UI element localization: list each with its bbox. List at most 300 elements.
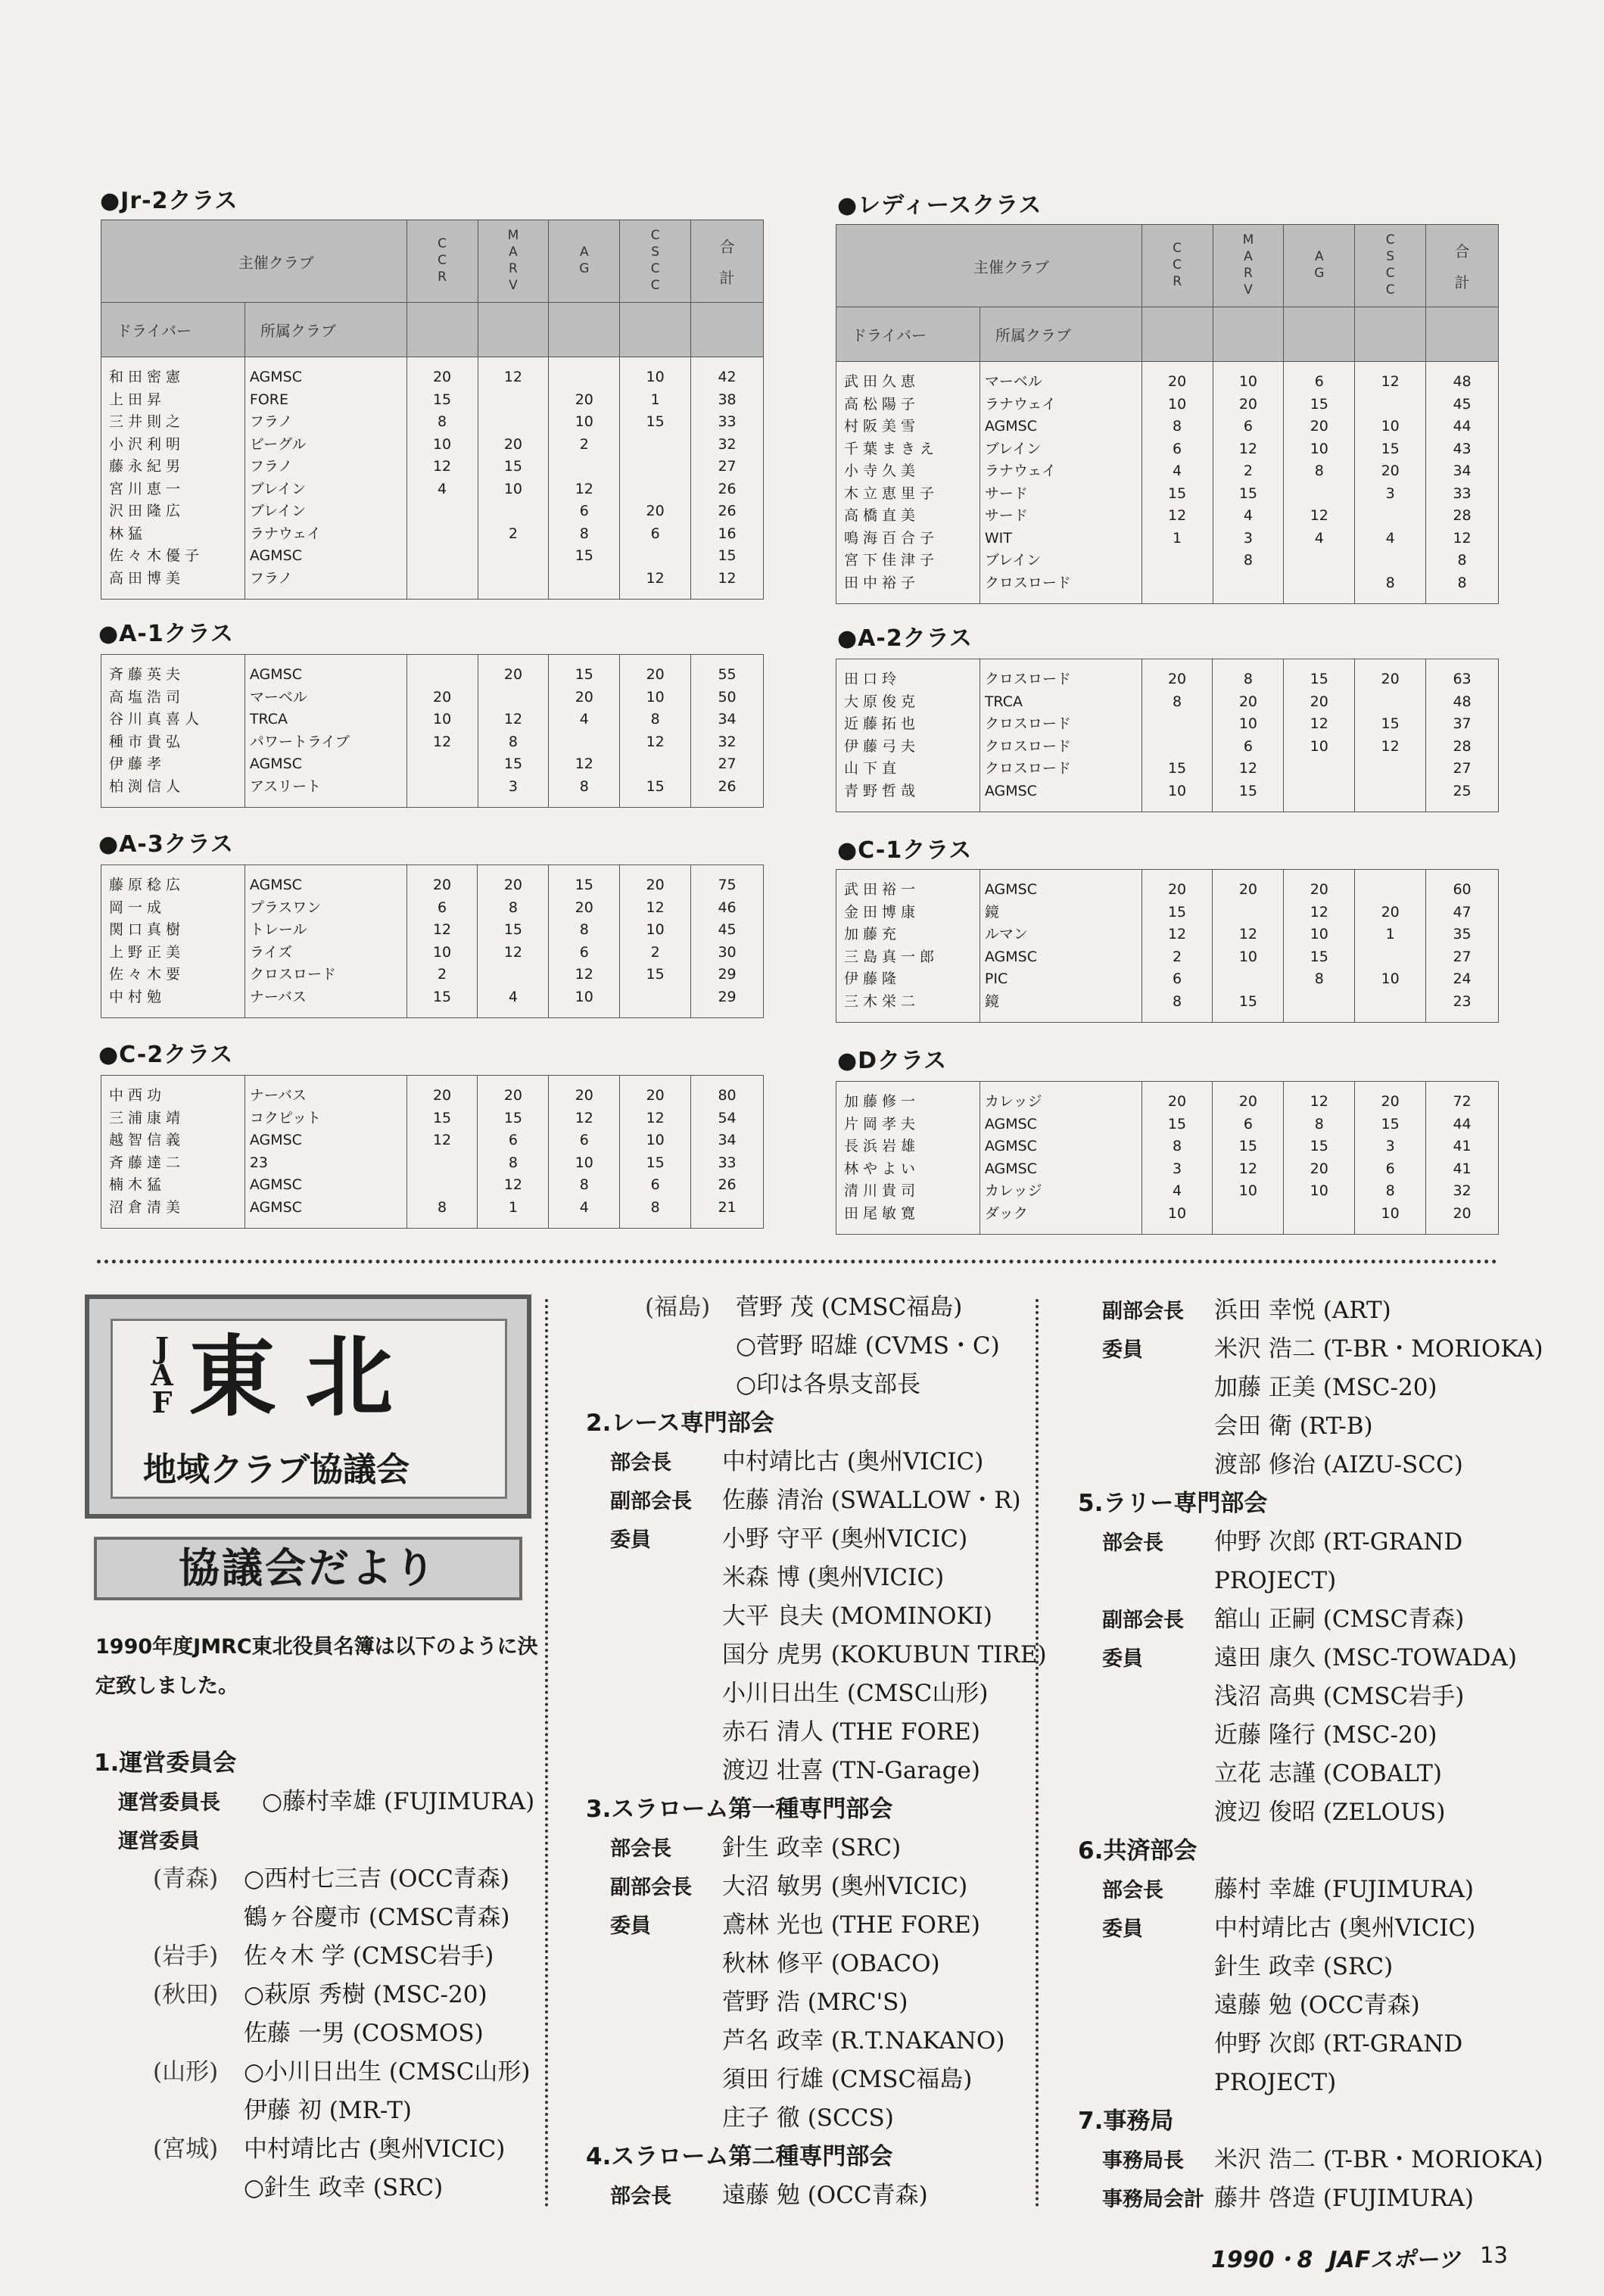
- table-cell: 15: [432, 391, 452, 408]
- table-cell: 32: [718, 733, 737, 750]
- table-cell: カレッジ: [984, 1093, 1042, 1110]
- table-cell: 8: [1243, 671, 1253, 687]
- officer-line: [586, 1327, 1032, 1366]
- table-cell: 越智信義: [109, 1132, 185, 1148]
- officer-name: 佐藤 一男 (COSMOS): [244, 2020, 484, 2047]
- driver-column: [101, 357, 245, 600]
- table-cell: 8: [508, 899, 518, 916]
- table-cell: 15: [432, 988, 452, 1005]
- table-cell: 24: [1453, 970, 1472, 987]
- officer-line: [1078, 1948, 1532, 1986]
- club-column: [980, 1082, 1141, 1235]
- table-cell: 8: [438, 413, 447, 430]
- table-cell: 10: [646, 369, 665, 385]
- ccr-column: [406, 1076, 478, 1229]
- section-heading: [1078, 2102, 1532, 2141]
- table-cell: [412, 664, 473, 687]
- header-total-top: 合: [719, 238, 735, 256]
- header-ag: AG: [1284, 225, 1355, 307]
- table-cell: マーベル: [984, 373, 1042, 390]
- table-cell: 木立恵里子: [844, 484, 939, 502]
- officer-name: 遠田 康久 (MSC-TOWADA): [1214, 1644, 1518, 1671]
- table-cell: 12: [433, 733, 452, 750]
- table-cell: 20: [1381, 463, 1400, 479]
- table-cell: 20: [1167, 1093, 1187, 1110]
- table-cell: [1360, 394, 1421, 416]
- table-cell: AGMSC: [249, 369, 302, 385]
- table-cell: 20: [1310, 693, 1328, 710]
- table-cell: 60: [1453, 881, 1472, 898]
- officer-line: [586, 1906, 1032, 1945]
- table-cell: [482, 964, 543, 986]
- table-cell: 4: [438, 480, 447, 497]
- total-column: [1426, 870, 1499, 1023]
- table-cell: [624, 478, 686, 501]
- table-cell: 8: [1172, 992, 1182, 1010]
- officer-name: 佐々木 学 (CMSC岩手): [244, 1942, 494, 1970]
- table-cell: 10: [1167, 1204, 1187, 1222]
- table-cell: 高橋直美: [844, 507, 920, 524]
- table-cell: 20: [646, 666, 665, 683]
- officer-name: ○針生 政幸 (SRC): [244, 2174, 444, 2201]
- table-cell: [553, 456, 615, 478]
- table-cell: 関口真樹: [109, 921, 185, 938]
- table-cell: 15: [718, 547, 737, 564]
- total-column: [691, 357, 764, 600]
- table-cell: 34: [718, 711, 737, 727]
- role-label: 部会長: [1102, 1879, 1163, 1902]
- table-cell: 12: [503, 943, 522, 961]
- officer-name: 赤石 清人 (THE FORE): [722, 1718, 980, 1746]
- officer-name: 菅野 茂 (CMSC福島): [736, 1294, 963, 1321]
- officer-name: 渡辺 俊昭 (ZELOUS): [1214, 1799, 1446, 1826]
- table-cell: [483, 545, 544, 568]
- table-cell: [1360, 691, 1421, 714]
- table-cell: 8: [1172, 1138, 1182, 1154]
- table-cell: 28: [1453, 737, 1472, 755]
- officer-line: [586, 2099, 1032, 2138]
- role-label: 副部会長: [1102, 1609, 1184, 1632]
- table-cell: 佐々木優子: [109, 547, 204, 564]
- table-cell: 25: [1453, 782, 1472, 799]
- table-cell: 20: [1238, 1093, 1257, 1110]
- officer-line: [1078, 1871, 1532, 1909]
- ccr-column: [406, 357, 478, 600]
- table-cell: 8: [1314, 1115, 1324, 1132]
- table-cell: 伊藤弓夫: [844, 737, 920, 755]
- header-total: [1426, 225, 1499, 307]
- table-cell: 2: [438, 966, 447, 983]
- table-cell: 20: [646, 1087, 665, 1104]
- table-cell: [1288, 780, 1350, 803]
- table-cell: [483, 568, 544, 590]
- table-cell: 12: [1238, 1160, 1257, 1177]
- table-cell: 10: [1310, 737, 1328, 755]
- prefecture-label: (秋田): [153, 1981, 219, 2008]
- table-cell: 12: [432, 921, 452, 938]
- officer-name: ○西村七三吉 (OCC青森): [244, 1865, 509, 1893]
- table-cell: 和田密憲: [109, 369, 185, 385]
- header-blank: [1213, 307, 1284, 362]
- table-cell: 中村勉: [109, 988, 167, 1005]
- table-cell: 3: [508, 777, 519, 795]
- ag-column: [1284, 1082, 1355, 1235]
- results-table-jr2: [101, 220, 764, 600]
- table-cell: 2: [1172, 948, 1182, 965]
- marv-column: [1213, 362, 1284, 604]
- table-cell: 12: [1238, 760, 1257, 777]
- table-cell: 12: [575, 966, 593, 983]
- table-cell: 12: [575, 480, 593, 497]
- officer-line: [94, 1783, 540, 1821]
- table-cell: 20: [503, 877, 522, 893]
- table-cell: 4: [579, 711, 589, 727]
- table-cell: 高田博美: [109, 569, 185, 587]
- prefecture-label: (青森): [153, 1865, 219, 1893]
- table-cell: 10: [1167, 782, 1187, 799]
- table-cell: クロスロード: [984, 737, 1071, 755]
- table-cell: 斉藤英夫: [109, 666, 185, 683]
- table-cell: 15: [575, 877, 593, 893]
- table-cell: ルマン: [984, 926, 1028, 942]
- table-cell: 6: [650, 1176, 660, 1193]
- officer-line: [586, 1674, 1032, 1713]
- table-cell: 三木栄二: [844, 992, 920, 1010]
- table-cell: [1360, 946, 1421, 969]
- club-column: [980, 870, 1141, 1023]
- officer-name: 伊藤 初 (MR-T): [244, 2097, 413, 2124]
- header-blank: [1355, 307, 1426, 362]
- table-cell: [412, 523, 473, 546]
- table-cell: 6: [1173, 440, 1182, 457]
- table-cell: 4: [579, 1198, 589, 1216]
- table-cell: 10: [1238, 373, 1258, 390]
- table-cell: ブレイン: [984, 440, 1042, 457]
- table-cell: 3: [1385, 1138, 1395, 1154]
- table-cell: [412, 1152, 473, 1175]
- section-heading-text: 2.レース専門部会: [586, 1410, 774, 1437]
- table-cell: [624, 456, 686, 478]
- table-title-a2: ●A-2クラス: [837, 625, 973, 652]
- header-total: [691, 220, 764, 303]
- table-cell: 20: [503, 1087, 522, 1104]
- table-cell: 10: [1310, 926, 1328, 942]
- table-cell: 8: [579, 777, 589, 795]
- table-cell: 20: [646, 503, 665, 519]
- results-table-a3: [101, 865, 764, 1018]
- header-blank: [478, 303, 549, 357]
- table-cell: AGMSC: [249, 755, 302, 772]
- table-cell: [1360, 505, 1421, 528]
- officer-name: 小野 守平 (奥州VICIC): [722, 1525, 968, 1553]
- officer-name: ○菅野 昭雄 (CVMS・C): [736, 1332, 1000, 1360]
- table-cell: 15: [1310, 1138, 1328, 1154]
- table-cell: 伊藤隆: [844, 970, 902, 987]
- table-cell: 6: [1385, 1160, 1395, 1177]
- table-cell: 10: [1381, 418, 1400, 435]
- table-cell: [1217, 902, 1279, 924]
- table-cell: 20: [432, 1087, 452, 1104]
- officer-name: 秋林 修平 (OBACO): [722, 1950, 940, 1977]
- table-cell: 林やよい: [844, 1160, 920, 1177]
- table-cell: 4: [1173, 463, 1182, 479]
- table-cell: TRCA: [249, 711, 288, 727]
- table-cell: [1147, 713, 1208, 736]
- table-cell: 20: [1310, 418, 1328, 435]
- table-cell: パワートライブ: [249, 733, 350, 750]
- officer-line: [1078, 1523, 1532, 1562]
- ag-column: [1284, 659, 1355, 812]
- driver-column: [836, 1082, 980, 1235]
- table-cell: AGMSC: [249, 1176, 302, 1193]
- table-cell: 6: [438, 899, 447, 916]
- table-cell: 46: [718, 899, 737, 916]
- section-heading: [586, 1790, 1032, 1829]
- table-cell: 15: [1238, 484, 1258, 502]
- table-cell: AGMSC: [984, 881, 1037, 898]
- table-cell: 28: [1453, 507, 1472, 524]
- logo-title: 東北: [188, 1326, 422, 1428]
- table-cell: 6: [579, 1132, 589, 1148]
- table-cell: 45: [1453, 395, 1472, 413]
- table-cell: 23: [249, 1154, 269, 1171]
- officer-line: [94, 2169, 540, 2207]
- table-cell: [1288, 483, 1350, 506]
- table-cell: AGMSC: [249, 1132, 302, 1148]
- table-cell: 8: [650, 1198, 660, 1216]
- officer-name: 針生 政幸 (SRC): [1214, 1953, 1394, 1980]
- table-title-a3: ●A-3クラス: [98, 831, 234, 858]
- table-cell: 80: [718, 1087, 737, 1104]
- total-column: [1426, 362, 1499, 604]
- marv-column: [478, 357, 549, 600]
- table-cell: ダック: [984, 1204, 1028, 1222]
- officer-name: 中村靖比古 (奥州VICIC): [722, 1448, 984, 1475]
- table-cell: 鏡: [984, 903, 999, 921]
- table-cell: 20: [575, 391, 593, 408]
- table-cell: WIT: [984, 529, 1012, 547]
- table-cell: AGMSC: [249, 547, 302, 564]
- officer-name: 仲野 次郎 (RT-GRAND: [1214, 2030, 1463, 2058]
- table-cell: 27: [718, 755, 737, 772]
- officer-line: [1078, 1291, 1532, 1330]
- ccr-column: [1141, 659, 1213, 812]
- officer-name: 大平 良夫 (MOMINOKI): [722, 1603, 992, 1630]
- table-cell: 12: [1381, 737, 1400, 755]
- header-total-bottom: 計: [719, 269, 735, 287]
- officer-name: PROJECT): [1214, 2069, 1337, 2096]
- table-cell: [1288, 1203, 1350, 1226]
- table-cell: 4: [1314, 529, 1324, 547]
- table-cell: コクピット: [249, 1109, 322, 1126]
- table-cell: 15: [1167, 484, 1187, 502]
- ag-column: [549, 1076, 620, 1229]
- table-cell: 20: [1381, 1093, 1400, 1110]
- table-cell: 8: [1243, 552, 1253, 569]
- officer-line: [586, 1868, 1032, 1906]
- officer-name: 庄子 徹 (SCCS): [722, 2104, 894, 2132]
- table-cell: 12: [1310, 715, 1328, 732]
- table-cell: 20: [433, 688, 452, 706]
- table-cell: 2: [579, 435, 589, 453]
- section-heading: [1078, 1484, 1532, 1523]
- marv-column: [478, 865, 549, 1018]
- table-cell: [483, 389, 544, 412]
- table-cell: 2: [508, 525, 518, 542]
- ccr-column: [406, 655, 478, 808]
- header-club: 主催クラブ: [101, 220, 407, 303]
- table-cell: 21: [718, 1198, 737, 1216]
- table-cell: 12: [646, 899, 665, 916]
- table-cell: 15: [432, 1109, 452, 1126]
- table-title-d: ●Dクラス: [837, 1048, 948, 1074]
- table-cell: 20: [432, 369, 452, 385]
- table-cell: 32: [718, 435, 737, 453]
- table-cell: 29: [718, 988, 737, 1005]
- officer-name: ○印は各県支部長: [736, 1371, 921, 1398]
- role-label: 委員: [1102, 1917, 1143, 1941]
- role-label: 部会長: [610, 1451, 671, 1475]
- officer-line: [586, 1366, 1032, 1404]
- table-cell: [624, 434, 686, 456]
- table-cell: 田尾敏寛: [844, 1204, 920, 1222]
- table-cell: 6: [1243, 737, 1253, 755]
- table-cell: 20: [432, 877, 452, 893]
- section-heading-text: 3.スラローム第一種専門部会: [586, 1796, 893, 1823]
- table-cell: 15: [646, 1154, 665, 1171]
- table-cell: フラノ: [249, 569, 293, 587]
- table-cell: 12: [503, 711, 523, 727]
- table-cell: 12: [1453, 529, 1472, 547]
- table-cell: 41: [1453, 1160, 1472, 1177]
- officer-line: [586, 1443, 1032, 1481]
- table-cell: 33: [718, 1154, 737, 1171]
- results-table-d: [836, 1081, 1499, 1235]
- table-cell: AGMSC: [984, 1160, 1037, 1177]
- header-total-bottom: 計: [1454, 273, 1470, 291]
- table-cell: 15: [646, 966, 665, 983]
- table-cell: 72: [1453, 1093, 1472, 1110]
- table-cell: [553, 366, 615, 389]
- table-cell: 20: [1381, 671, 1400, 687]
- table-cell: 38: [718, 391, 737, 408]
- officer-line: [1078, 1755, 1532, 1793]
- officer-name: 米森 博 (奥州VICIC): [722, 1564, 945, 1591]
- officer-line: [1078, 1986, 1532, 2025]
- officer-name: 鳶林 光也 (THE FORE): [722, 1911, 980, 1939]
- table-cell: 20: [575, 688, 593, 706]
- officer-name: 中村靖比古 (奥州VICIC): [1214, 1914, 1476, 1942]
- table-cell: 50: [718, 688, 737, 706]
- table-cell: 楠木猛: [109, 1176, 167, 1193]
- officer-line: [1078, 1639, 1532, 1678]
- table-cell: 30: [718, 943, 737, 961]
- table-cell: AGMSC: [984, 782, 1037, 799]
- table-cell: カレッジ: [984, 1182, 1042, 1199]
- table-cell: 6: [1243, 418, 1253, 435]
- table-cell: 15: [503, 458, 523, 475]
- table-cell: 33: [1453, 484, 1472, 502]
- table-cell: 26: [718, 777, 737, 795]
- table-cell: 8: [579, 525, 589, 542]
- officer-name: ○小川日出生 (CMSC山形): [244, 2058, 531, 2086]
- prefecture-label: (岩手): [153, 1942, 219, 1970]
- table-cell: TRCA: [984, 693, 1023, 710]
- table-cell: 藤永紀男: [109, 458, 185, 475]
- section-heading-text: 4.スラローム第二種専門部会: [586, 2143, 893, 2170]
- prefecture-label: (山形): [153, 2058, 219, 2086]
- table-cell: 加藤修一: [844, 1093, 920, 1110]
- table-cell: サード: [984, 484, 1028, 502]
- table-cell: 8: [437, 1198, 447, 1216]
- table-cell: AGMSC: [984, 1138, 1037, 1154]
- header-blank: [691, 303, 764, 357]
- cscc-column: [1355, 362, 1426, 604]
- table-cell: 10: [1381, 1204, 1400, 1222]
- officer-list-column-2: [586, 1288, 1047, 2215]
- role-label: 事務局会計: [1102, 2188, 1204, 2211]
- officer-name: ○藤村幸雄 (FUJIMURA): [262, 1788, 535, 1815]
- ag-column: [1284, 870, 1355, 1023]
- table-cell: 林猛: [109, 525, 148, 542]
- table-cell: 12: [575, 1109, 593, 1126]
- results-table-c2: [101, 1075, 764, 1229]
- table-cell: [1288, 758, 1350, 780]
- cscc-column: [620, 1076, 691, 1229]
- header-blank: [549, 303, 620, 357]
- officer-name: 渡部 修治 (AIZU-SCC): [1214, 1451, 1463, 1478]
- table-cell: プラスワン: [249, 899, 322, 916]
- table-cell: ナーバス: [249, 988, 307, 1005]
- officer-name: 中村靖比古 (奥州VICIC): [244, 2136, 506, 2163]
- table-cell: ナーバス: [249, 1087, 307, 1104]
- table-cell: 15: [503, 755, 523, 772]
- column-divider: [1036, 1299, 1039, 2207]
- table-cell: 武田久恵: [844, 373, 920, 390]
- table-cell: 27: [1453, 948, 1472, 965]
- table-cell: 33: [718, 413, 737, 430]
- table-cell: 1: [1385, 926, 1395, 942]
- table-cell: [412, 500, 473, 523]
- table-cell: 3: [1385, 484, 1395, 502]
- table-cell: 伊藤孝: [109, 755, 167, 772]
- section-heading-text: 5.ラリー専門部会: [1078, 1490, 1268, 1517]
- table-cell: 29: [718, 966, 737, 983]
- officer-line: [586, 1983, 1032, 2022]
- table-cell: 27: [1453, 760, 1472, 777]
- logo-subtitle: 地域クラブ協議会: [143, 1450, 410, 1489]
- table-cell: 20: [1310, 881, 1328, 898]
- column-divider: [545, 1299, 548, 2207]
- table-cell: 43: [1453, 440, 1472, 457]
- officer-name: 会田 衛 (RT-B): [1214, 1413, 1373, 1440]
- table-cell: [624, 753, 686, 776]
- jaf-logo-letters: JAF: [151, 1331, 173, 1419]
- table-cell: 44: [1453, 1115, 1472, 1132]
- officer-line: [94, 2130, 540, 2169]
- officer-name: 渡辺 壮喜 (TN-Garage): [722, 1757, 980, 1784]
- table-cell: 8: [508, 1154, 518, 1171]
- table-cell: 15: [1238, 992, 1257, 1010]
- table-cell: 12: [503, 1176, 522, 1193]
- officer-line: [586, 1559, 1032, 1597]
- table-cell: 12: [1310, 507, 1328, 524]
- table-cell: 12: [646, 569, 665, 587]
- table-cell: 20: [1167, 671, 1187, 687]
- table-cell: 三井則之: [109, 413, 185, 430]
- header-blank: [1284, 307, 1355, 362]
- officer-line: [586, 1752, 1032, 1790]
